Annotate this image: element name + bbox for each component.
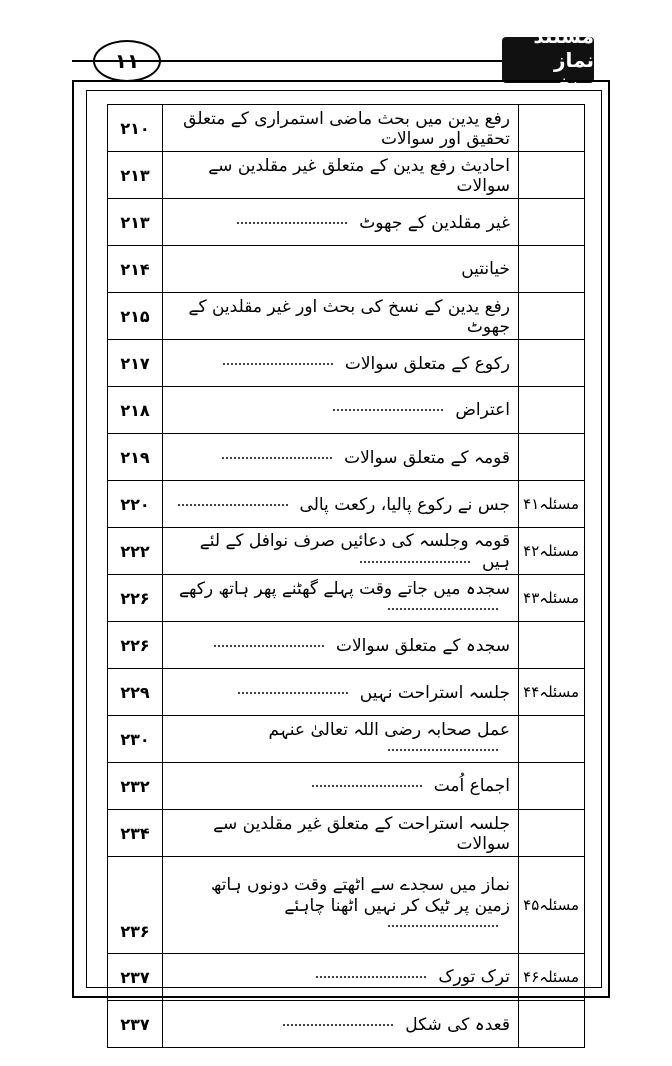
toc-row [108, 575, 585, 622]
dot-leader [283, 1024, 393, 1026]
masala-number [519, 199, 585, 246]
toc-row [108, 763, 585, 810]
masala-number [519, 340, 585, 387]
toc-page-number: ۲۱۳ [108, 152, 163, 199]
dot-leader [333, 409, 443, 411]
toc-entry-title: جس نے رکوع پالیا، رکعت پالی [299, 494, 510, 515]
toc-entry-title: جلسہ استراحت نہیں [359, 682, 510, 703]
toc-entry-title: سجدہ کے متعلق سوالات [335, 635, 510, 656]
toc-entry [163, 716, 519, 763]
dot-leader [238, 692, 348, 694]
masala-number: مسئلہ۴۵ [519, 857, 585, 954]
toc-page-number: ۲۲۰ [108, 481, 163, 528]
toc-page-number: ۲۱۴ [108, 246, 163, 293]
toc-entry [163, 340, 519, 387]
toc-row [108, 1001, 585, 1048]
toc-row [108, 434, 585, 481]
masala-number [519, 763, 585, 810]
toc-entry [163, 434, 519, 481]
toc-row [108, 810, 585, 857]
toc-page-number: ۲۲۲ [108, 528, 163, 575]
toc-entry-title: قومہ کے متعلق سوالات [344, 447, 510, 468]
toc-entry [163, 622, 519, 669]
toc-row [108, 857, 585, 954]
toc-entry [163, 246, 519, 293]
masala-number: مسئلہ۴۶ [519, 954, 585, 1001]
toc-row [108, 152, 585, 199]
dot-leader [388, 925, 498, 927]
toc-entry [163, 954, 519, 1001]
dot-leader [214, 645, 324, 647]
toc-row [108, 387, 585, 434]
toc-entry-title: قعدہ کی شکل [405, 1014, 510, 1035]
toc-entry-title: قومہ وجلسہ کی دعائیں صرف نوافل کے لئے ہیں [199, 531, 510, 572]
toc-page-number: ۲۱۷ [108, 340, 163, 387]
masala-number [519, 622, 585, 669]
toc-entry [163, 857, 519, 954]
toc-row [108, 246, 585, 293]
toc-entry-title: غیر مقلدین کے جھوٹ [359, 212, 510, 233]
dot-leader [223, 363, 333, 365]
masala-number: مسئلہ۴۱ [519, 481, 585, 528]
toc-row [108, 716, 585, 763]
masala-number [519, 1001, 585, 1048]
page-number: ۱۱ [93, 40, 161, 82]
book-title: مستند نماز حنفی [502, 37, 594, 83]
toc-row [108, 293, 585, 340]
toc-entry [163, 528, 519, 575]
toc-entry-title: جلسہ استراحت کے متعلق غیر مقلدین سے سوالات [213, 813, 510, 854]
toc-entry [163, 387, 519, 434]
dot-leader [222, 457, 332, 459]
toc-entry [163, 1001, 519, 1048]
toc-page-number: ۲۱۸ [108, 387, 163, 434]
toc-table [107, 104, 585, 1048]
toc-row [108, 669, 585, 716]
toc-page-number: ۲۳۲ [108, 763, 163, 810]
dot-leader [316, 976, 426, 978]
toc-entry-title: اعتراض [455, 400, 510, 420]
toc-page-number: ۲۳۷ [108, 1001, 163, 1048]
dot-leader [178, 504, 288, 506]
toc-page-number: ۲۳۰ [108, 716, 163, 763]
toc-entry-title: خیانتیں [461, 259, 510, 279]
toc-entry-title: سجدہ میں جاتے وقت پہلے گھٹنے پھر ہاتھ رکھے [178, 578, 510, 599]
toc-page-number: ۲۳۷ [108, 954, 163, 1001]
masala-number: مسئلہ۴۲ [519, 528, 585, 575]
dot-leader [388, 608, 498, 610]
dot-leader [237, 222, 347, 224]
toc-page-number: ۲۱۰ [108, 105, 163, 152]
toc-page-number: ۲۲۶ [108, 575, 163, 622]
toc-page-number: ۲۱۹ [108, 434, 163, 481]
toc-entry-title: رفع یدین کے نسخ کی بحث اور غیر مقلدین کے جھوٹ [188, 296, 510, 337]
toc-entry-title: احادیث رفع یدین کے متعلق غیر مقلدین سے سوالات [208, 155, 510, 196]
dot-leader [312, 785, 422, 787]
toc-entry-title: عمل صحابہ رضی اللہ تعالیٰ عنہم [268, 719, 510, 740]
toc-page-number: ۲۳۴ [108, 810, 163, 857]
toc-row [108, 199, 585, 246]
dot-leader [388, 749, 498, 751]
masala-number [519, 716, 585, 763]
toc-entry [163, 152, 519, 199]
toc-entry [163, 575, 519, 622]
toc-row [108, 340, 585, 387]
toc-entry-title: ترک تورک [438, 967, 510, 987]
header-rule [72, 60, 502, 62]
masala-number: مسئلہ۴۳ [519, 575, 585, 622]
toc-entry [163, 105, 519, 152]
masala-number [519, 246, 585, 293]
toc-entry [163, 763, 519, 810]
masala-number [519, 105, 585, 152]
masala-number [519, 387, 585, 434]
masala-number [519, 152, 585, 199]
toc-row [108, 481, 585, 528]
toc-entry [163, 810, 519, 857]
toc-entry [163, 199, 519, 246]
toc-page-number: ۲۱۵ [108, 293, 163, 340]
masala-number [519, 293, 585, 340]
toc-entry [163, 293, 519, 340]
toc-page-number: ۲۲۹ [108, 669, 163, 716]
masala-number: مسئلہ۴۴ [519, 669, 585, 716]
toc-row [108, 105, 585, 152]
masala-number [519, 434, 585, 481]
toc-entry-title: نماز میں سجدے سے اٹھتے وقت دونوں ہاتھ زمین پر ٹیک کر نہیں اٹھنا چاہئے [210, 875, 510, 916]
toc-page-number: ۲۲۶ [108, 622, 163, 669]
toc-row [108, 528, 585, 575]
dot-leader [360, 561, 470, 563]
toc-entry-title: رفع یدین میں بحث ماضی استمراری کے متعلق تحقیق اور سوالات [183, 108, 510, 149]
toc-entry-title: رکوع کے متعلق سوالات [344, 353, 510, 374]
toc-page-number: ۲۱۳ [108, 199, 163, 246]
toc-entry-title: اجماع اُمت [433, 776, 510, 796]
toc-entry [163, 669, 519, 716]
toc-row [108, 622, 585, 669]
toc-entry [163, 481, 519, 528]
toc-page-number: ۲۳۶ [108, 857, 163, 954]
toc-row [108, 954, 585, 1001]
masala-number [519, 810, 585, 857]
